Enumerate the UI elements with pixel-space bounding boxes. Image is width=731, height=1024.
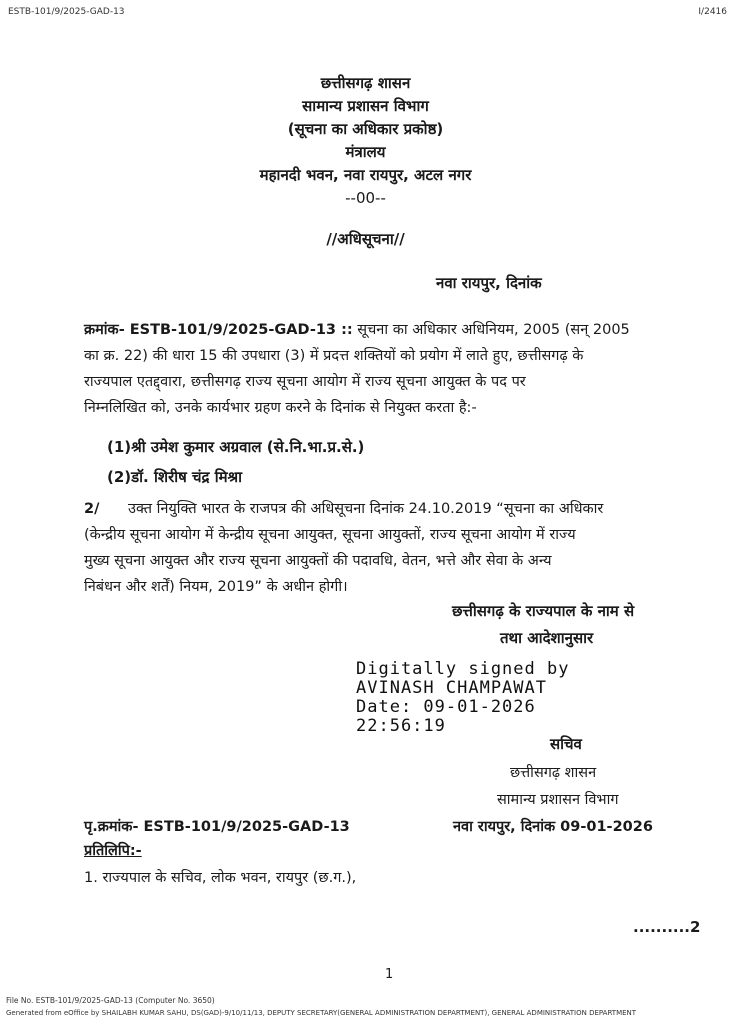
order-line1: सूचना का अधिकार अधिनियम, 2005 (सन् 2005 bbox=[352, 322, 630, 338]
authority-line2: तथा आदेशानुसार bbox=[500, 629, 594, 647]
appointee-item: (2)डॉ. शिरीष चंद्र मिश्रा bbox=[107, 468, 243, 486]
signature-line3: Date: 09-01-2026 bbox=[356, 697, 536, 717]
paragraph-2 bbox=[84, 496, 688, 600]
designation-line2: सामान्य प्रशासन विभाग bbox=[497, 792, 619, 808]
authority-block bbox=[452, 598, 634, 652]
header-separator: --00-- bbox=[345, 189, 386, 207]
para2-line4: निबंधन और शर्तें) नियम, 2019” के अधीन होगी। bbox=[84, 579, 348, 595]
header-line-dept: सामान्य प्रशासन विभाग bbox=[302, 97, 429, 115]
para2-line2: (केन्द्रीय सूचना आयोग में केन्द्रीय सूचना आयुक्त, सूचना आयुक्तों, राज्य सूचना आयोग में राज्य bbox=[84, 527, 576, 543]
header-line-cell: (सूचना का अधिकार प्रकोष्ठ) bbox=[287, 120, 444, 138]
footer-generated: Generated from eOffice by SHAILABH KUMAR SAHU, DS(GAD)-9/10/11/13, DEPUTY SECRETARY(GENERAL ADMINISTRATION DEPARTMENT), GENERAL ADMINISTRATION DEPARTMENT bbox=[6, 1009, 637, 1017]
para2-line3: मुख्य सूचना आयुक्त और राज्य सूचना आयुक्तों की पदावधि, वेतन, भत्ते और सेवा के अन्य bbox=[84, 553, 552, 569]
header-line-address: महानदी भवन, नवा रायपुर, अटल नगर bbox=[259, 166, 472, 184]
place-date: नवा रायपुर, दिनांक bbox=[436, 274, 542, 292]
designation-line1: छत्तीसगढ़ शासन bbox=[510, 765, 597, 781]
para2-number: 2/ bbox=[84, 501, 100, 517]
appointee-item: (1)श्री उमेश कुमार अग्रवाल (से.नि.भा.प्र.से.) bbox=[107, 438, 365, 456]
page-number: 1 bbox=[385, 967, 394, 982]
copy-item-1: 1. राज्यपाल के सचिव, लोक भवन, रायपुर (छ.ग.), bbox=[84, 870, 357, 886]
endorsement-date: नवा रायपुर, दिनांक 09-01-2026 bbox=[453, 819, 653, 835]
authority-line1: छत्तीसगढ़ के राज्यपाल के नाम से bbox=[452, 602, 635, 620]
page-marker-top: I/2416 bbox=[698, 7, 727, 17]
footer-file-no: File No. ESTB-101/9/2025-GAD-13 (Computer No. 3650) bbox=[6, 996, 215, 1005]
order-line2: का क्र. 22) की धारा 15 की उपधारा (3) में प्रदत्त शक्तियों को प्रयोग में लाते हुए, छत्तीसगढ़ के bbox=[84, 348, 584, 364]
order-line4: निम्नलिखित को, उनके कार्यभार ग्रहण करने के दिनांक से नियुक्त करता है:- bbox=[84, 400, 477, 416]
copy-label: प्रतिलिपि:- bbox=[84, 843, 142, 859]
header-block bbox=[0, 72, 731, 210]
endorsement-ref: पृ.क्रमांक- ESTB-101/9/2025-GAD-13 bbox=[84, 819, 350, 835]
signature-line2: AVINASH CHAMPAWAT bbox=[356, 678, 547, 698]
order-ref: क्रमांक- ESTB-101/9/2025-GAD-13 :: bbox=[84, 322, 353, 338]
order-paragraph bbox=[84, 317, 688, 421]
continued-marker: ..........2 bbox=[633, 918, 701, 936]
header-line-mantralaya: मंत्रालय bbox=[345, 143, 386, 161]
para2-line1: उक्त नियुक्ति भारत के राजपत्र की अधिसूचना दिनांक 24.10.2019 “सूचना का अधिकार bbox=[128, 501, 604, 517]
digital-signature bbox=[356, 660, 569, 736]
designation-title: सचिव bbox=[550, 735, 582, 753]
file-code-top: ESTB-101/9/2025-GAD-13 bbox=[8, 7, 125, 17]
order-line3: राज्यपाल एतद्द्वारा, छत्तीसगढ़ राज्य सूचना आयोग में राज्य सूचना आयुक्त के पद पर bbox=[84, 374, 526, 390]
signature-line1: Digitally signed by bbox=[356, 659, 570, 679]
appointees-list bbox=[107, 432, 364, 492]
notification-title: //अधिसूचना// bbox=[326, 230, 405, 248]
header-line-govt: छत्तीसगढ़ शासन bbox=[320, 74, 411, 92]
signature-line4: 22:56:19 bbox=[356, 716, 446, 736]
